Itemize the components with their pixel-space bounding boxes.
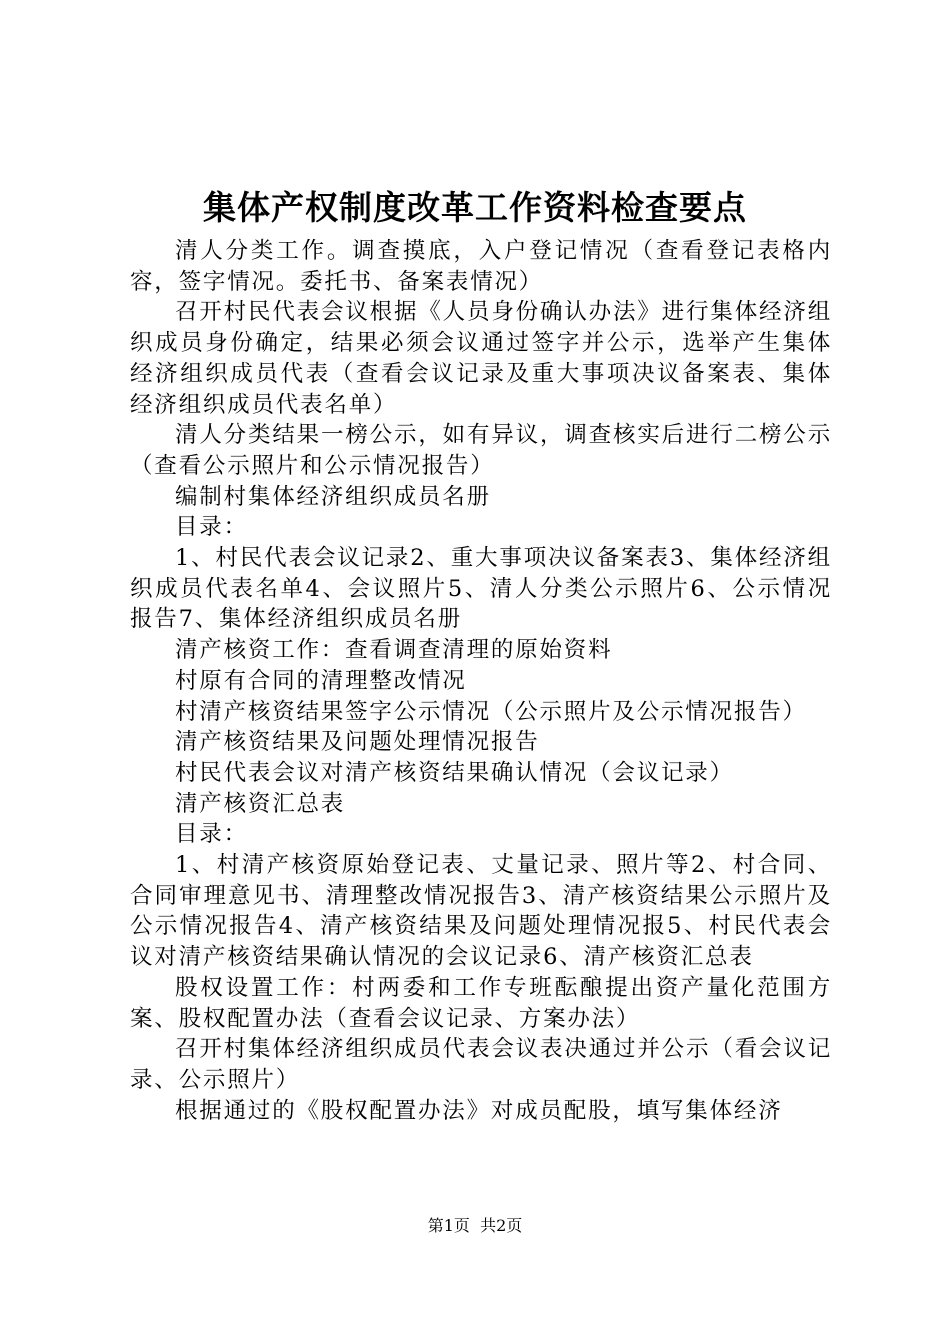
paragraph-equity-setting: 股权设置工作：村两委和工作专班酝酿提出资产量化范围方案、股权配置办法（查看会议记录、方案办法） [130, 974, 832, 1032]
document-title: 集体产权制度改革工作资料检查要点 [203, 188, 747, 227]
page-number: 第1页 [427, 1216, 470, 1235]
paragraph-asset-verification: 清产核资工作：查看调查清理的原始资料 [175, 637, 613, 664]
paragraph-registration: 清人分类工作。调查摸底，入户登记情况（查看登记表格内容，签字情况。委托书、备案表情况） [130, 238, 832, 295]
paragraph-contract-cleanup: 村原有合同的清理整改情况 [175, 667, 467, 694]
paragraph-directory-heading: 目录： [175, 514, 248, 541]
paragraph-directory-list: 1、村民代表会议记录2、重大事项决议备案表3、集体经济组织成员代表名单4、会议照片5、清人分类公示照片6、公示情况报告7、集体经济组织成员名册 [130, 545, 832, 633]
paragraph-verification-report: 清产核资结果及问题处理情况报告 [175, 729, 540, 756]
paragraph-member-identity: 召开村民代表会议根据《人员身份确认办法》进行集体经济组织成员身份确定，结果必须会议通过签字并公示，选举产生集体经济组织成员代表（查看会议记录及重大事项决议备案表、集体经济组织成员代表名单） [130, 299, 832, 418]
paragraph-member-roster: 编制村集体经济组织成员名册 [175, 483, 491, 510]
page-footer [0, 1215, 950, 1237]
paragraph-publicity: 清人分类结果一榜公示，如有异议，调查核实后进行二榜公示（查看公示照片和公示情况报告） [130, 422, 832, 479]
paragraph-representative-confirmation: 村民代表会议对清产核资结果确认情况（会议记录） [175, 759, 734, 786]
paragraph-share-allocation: 根据通过的《股权配置办法》对成员配股，填写集体经济 [175, 1097, 783, 1124]
paragraph-summary-table: 清产核资汇总表 [175, 790, 346, 817]
paragraph-representative-vote: 召开村集体经济组织成员代表会议表决通过并公示（看会议记录、公示照片） [130, 1036, 832, 1093]
paragraph-verification-publicity: 村清产核资结果签字公示情况（公示照片及公示情况报告） [175, 698, 807, 725]
paragraph-directory-list-2: 1、村清产核资原始登记表、丈量记录、照片等2、村合同、合同审理意见书、清理整改情况报告3、清产核资结果公示照片及公示情况报告4、清产核资结果及问题处理情况报5、村民代表会议对清产核资结果确认情况的会议记录6、清产核资汇总表 [130, 852, 832, 971]
document-body [130, 236, 832, 1126]
page-total: 共2页 [480, 1216, 523, 1235]
paragraph-directory-heading-2: 目录： [175, 821, 248, 848]
